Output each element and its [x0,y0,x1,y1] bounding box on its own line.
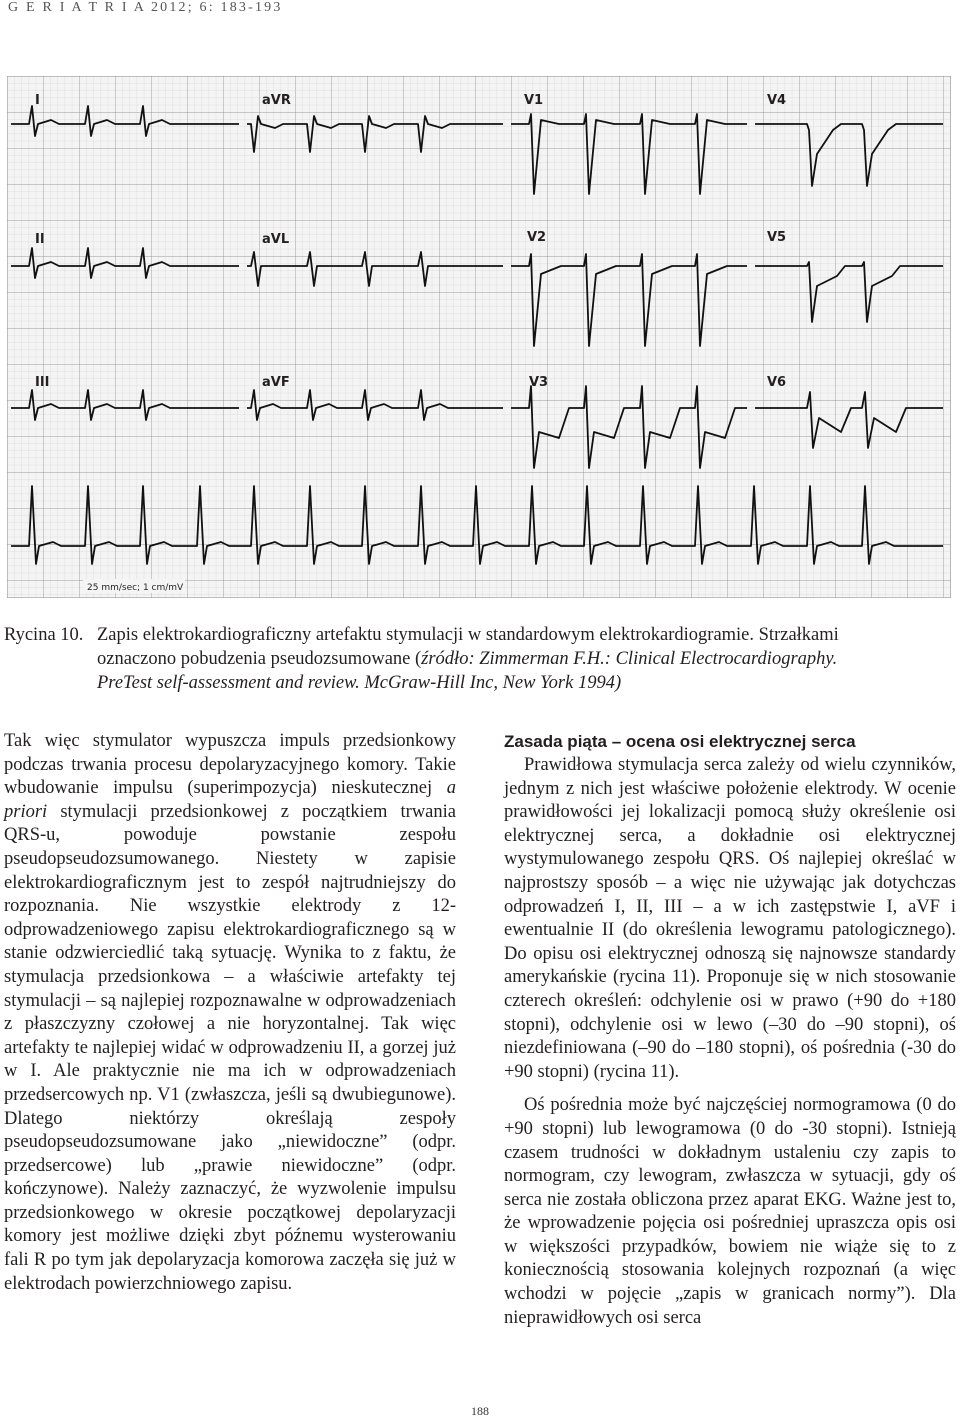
caption-line-2 [4,647,948,671]
caption-text-2a: oznaczono pobudzenia pseudozsumowane ( [97,649,422,669]
lead-label-V4: V4 [767,93,787,108]
lead-label-V5: V5 [767,230,787,245]
figure-caption [4,623,948,695]
lead-label-V2: V2 [527,230,547,245]
left-text-em: a priori [4,778,456,822]
calibration-label: 25 mm/sec; 1 cm/mV [87,583,184,593]
right-paragraph-1: Prawidłowa stymulacja serca zależy od wielu czynników, jednym z nich jest właściwe położenie elektrody. W ocenie prawidłowości jej lokalizacji pomocą służy określenie osi elektrycznej serca, a dokładnie osi elektrycznej wystymulowanego zespołu QRS. Oś najlepiej określać w najprostszy sposób – a więc nie używając jak dotychczas odprowadzeń I, II, III – a w ich zastępstwie I, aVF i ewentualnie II (do określenia lewogramu patologicznego). Do opisu osi elektrycznej odnoszą się najnowsze standardy amerykańskie (rycina 11). Proponuje się w nich stosowanie czterech określeń: odchylenie osi w prawo (+90 do +180 stopni), odchylenie osi w lewo (–30 do –90 stopni), oś niezdefiniowana (–90 do –180 stopni), oś pośrednia (-30 do +90 stopni) (rycina 11). [504,755,956,1082]
right-column [504,730,956,1330]
running-head: G E R I A T R I A 2012; 6: 183-193 [8,0,283,15]
ecg-figure [7,76,951,598]
caption-source: źródło: Zimmerman F.H.: Clinical Electrocardiography. [421,649,838,669]
caption-line-3 [4,671,948,695]
left-column [4,730,456,1296]
lead-label-II: II [35,232,45,247]
lead-label-III: III [35,375,50,390]
caption-label: Rycina 10. [4,625,84,645]
section-heading: Zasada piąta – ocena osi elektrycznej serca [504,732,856,751]
left-text-a: Tak więc stymulator wypuszcza impuls przedsionkowy podczas trwania procesu depolaryzacyjnego komory. Takie wbudowanie impulsu (superimpozycja) nieskutecznej [4,731,456,799]
ecg-tracing [7,76,951,598]
caption-text-1: Zapis elektrokardiograficzny artefaktu stymulacji w standardowym elektrokardiogramie. Strzałkami [97,625,839,645]
lead-label-aVR: aVR [262,93,291,108]
lead-label-V6: V6 [767,375,787,390]
lead-label-aVL: aVL [262,232,290,247]
left-paragraph [4,730,456,1296]
left-text-b: stymulacji przedsionkowej z początkiem trwania QRS-u, powoduje powstanie zespołu pseudopseudozsumowanego. Niestety w zapisie elektrokardiograficznym jest to zespół najtrudniejszy do rozpoznania. Nie wszystkie elektrody z 12-odprowadzeniowego zapisu elektrokardiograficznego są w stanie odzwierciedlić taką sytuację. Wynika to z faktu, że stymulacja przedsionkowa – a właściwie artefakty tej stymulacji – są najlepiej rozpoznawalne w odprowadzeniach z płaszczyzny czołowej a nie horyzontalnej. Tak więc artefakty te najlepiej widać w odprowadzeniu II, a gorzej już w I. Ale praktycznie nie ma ich w odprowadzeniach przedsercowych np. V1 (zwłaszcza, jeśli są dwubiegunowe). Dlatego niektórzy określają zespoły pseudopseudozsumowane jako „niewidoczne” (odpr. przedsercowe) lub „prawie niewidoczne” (odpr. kończynowe). Należy zaznaczyć, że wyzwolenie impulsu przedsionkowego w okresie początkowej depolaryzacji komory jest możliwe dzięki zbyt późnemu wysterowaniu fali R po tym jak depolaryzacja komorowa zaczęła się już w elektrodach powierzchniowego zapisu. [4,801,456,1294]
caption-text-3: PreTest self-assessment and review. McGraw-Hill Inc, New York 1994) [97,673,622,693]
caption-line-1 [4,623,948,647]
lead-label-V3: V3 [529,375,549,390]
right-paragraph-2: Oś pośrednia może być najczęściej normogramowa (0 do +90 stopni) lub lewogramowa (0 do -30 stopni). Istnieją czasem trudności w dokładnym ustaleniu czy zapis to normogram, czy lewogram, zwłaszcza w sytuacji, gdy oś serca nie została obliczona przez aparat EKG. Ważne jest to, że wprowadzenie pojęcia osi pośredniej upraszcza opis osi w większości przypadków, bowiem nie wiąże się to z koniecznością stosowania kolejnych rozpoznań (a więc wchodzi w pojęcie „zapis w granicach normy”). Dla nieprawidłowych osi serca [504,1095,956,1328]
page-number: 188 [471,1404,489,1418]
lead-label-V1: V1 [524,93,544,108]
lead-label-I: I [35,93,40,108]
lead-label-aVF: aVF [262,375,290,390]
